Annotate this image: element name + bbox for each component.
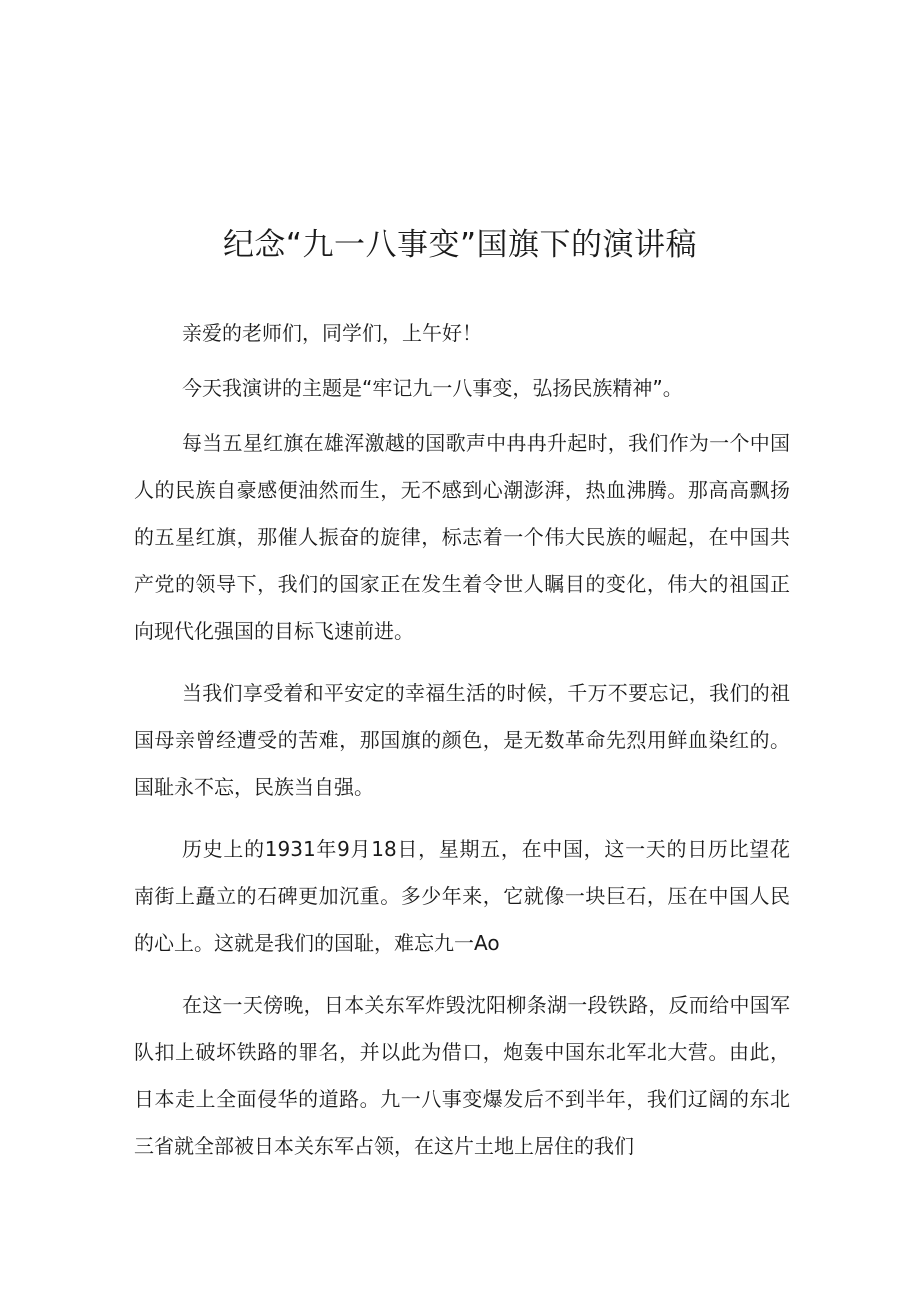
paragraph-remember-suffering: 当我们享受着和平安定的幸福生活的时候，千万不要忘记，我们的祖国母亲曾经遭受的苦难，那国旗的颜色，是无数革命先烈用鲜血染红的。国耻永不忘，民族当自强。: [134, 681, 790, 799]
paragraph-theme: 今天我演讲的主题是“牢记九一八事变，弘扬民族精神”。: [182, 376, 683, 400]
paragraph-flag-raising: 每当五星红旗在雄浑激越的国歌声中冉冉升起时，我们作为一个中国人的民族自豪感便油然而生，无不感到心潮澎湃，热血沸腾。那高高飘扬的五星红旗，那催人振奋的旋律，标志着一个伟大民族的崛起，在中国共产党的领导下，我们的国家正在发生着令世人瞩目的变化，伟大的祖国正向现代化强国的目标飞速前进。: [134, 431, 790, 643]
document-title: 纪念“九一八事变”国旗下的演讲稿: [222, 227, 698, 263]
paragraph-history-date: 历史上的1931年9月18日，星期五，在中国，这一天的日历比望花南街上矗立的石碑更加沉重。多少年来，它就像一块巨石，压在中国人民的心上。这就是我们的国耻，难忘九一Ao: [134, 837, 790, 955]
document-body: [134, 310, 790, 1185]
paragraph-greeting: 亲爱的老师们，同学们，上午好！: [182, 321, 482, 345]
paragraph-incident: 在这一天傍晚，日本关东军炸毁沈阳柳条湖一段铁路，反而给中国军队扣上破坏铁路的罪名，并以此为借口，炮轰中国东北军北大营。由此，日本走上全面侵华的道路。九一八事变爆发后不到半年，我们辽阔的东北三省就全部被日本关东军占领，在这片土地上居住的我们: [134, 993, 790, 1158]
